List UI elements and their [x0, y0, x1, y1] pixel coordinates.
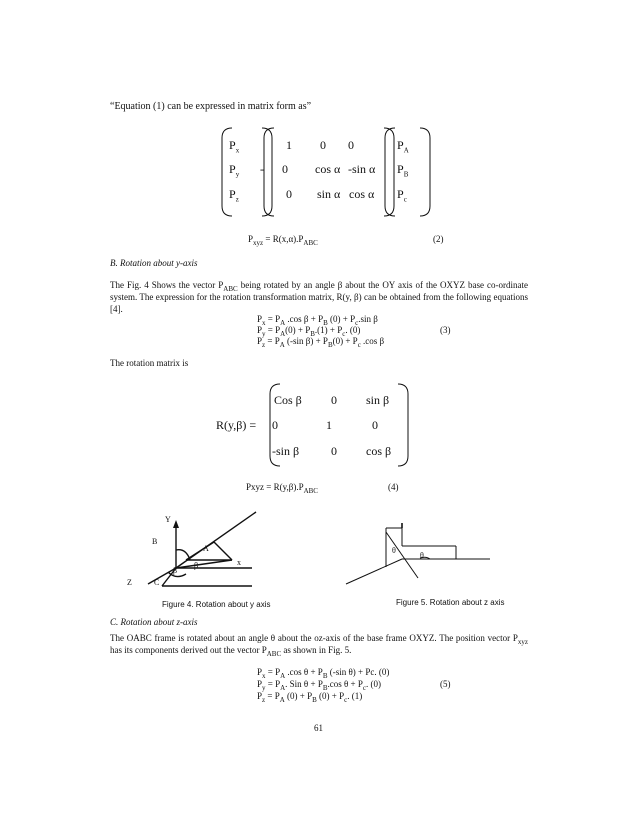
matrix1-cell: 0 — [282, 162, 288, 176]
figure4-label-a: A — [203, 544, 209, 553]
figure4-label-z: Z — [127, 578, 132, 587]
equation2-label: $P_{xyz} = R(x,\alpha).P_{ABC}$ — [248, 234, 318, 247]
page-number: 61 — [314, 723, 323, 733]
matrix2-cell: 0 — [272, 418, 278, 432]
matrix1-cell: 1 — [286, 138, 292, 152]
matrix2-cell: cos β — [366, 444, 392, 458]
matrix1-cell: 0 — [286, 187, 292, 201]
matrix1-left-px: $P_x$ — [229, 138, 240, 155]
matrix1-right-pb: $P_B$ — [397, 162, 409, 179]
matrix1-equals: = — [260, 166, 265, 175]
matrix2-cell: 0 — [372, 418, 378, 432]
matrix2-cell: sin β — [366, 393, 390, 407]
figure4-label-b: B — [152, 537, 158, 546]
equation3-line1: $P_x = P_A$ .cos $\beta + P_B$ $(0) + P_c.\sin$ β — [257, 314, 378, 327]
equation2-number: (2) — [433, 234, 444, 244]
matrix1-right-pa: $P_A$ — [397, 138, 409, 155]
figure4-label-c: C — [154, 578, 160, 587]
matrix1-cell: cos α — [315, 162, 341, 176]
matrix2-cell: 1 — [326, 418, 332, 432]
matrix1-right-pc: $P_c$ — [397, 187, 407, 204]
equation3-number: (3) — [440, 325, 451, 335]
matrix2-cell: -sin β — [272, 444, 300, 458]
equation4-number: (4) — [388, 482, 399, 492]
figure4-label-beta: β — [194, 561, 199, 570]
figure4-label-x: x — [237, 558, 241, 567]
section-c-paragraph: The OABC frame is rotated about an angle θ about the oz-axis of the base frame OXYZ. The position vector $P_{xyz}$ has its components derived out the vector $P_{ABC}$ as shown in Fig. 5. — [110, 633, 528, 658]
matrix2-cell: 0 — [331, 393, 337, 407]
figure5-label-theta1: θ — [392, 546, 396, 555]
figure4-label-y: Y — [165, 515, 171, 524]
matrix1-left-pz: $P_z$ — [229, 187, 239, 204]
matrix2-cell: 0 — [331, 444, 337, 458]
figure4-label-beta2: β — [173, 566, 178, 575]
intro-text: “Equation (1) can be expressed in matrix form as” — [110, 101, 312, 112]
equation3-line3: $P_z = P_A$ (-sin $\beta) + P_B(0) + P_c$ .cos β — [257, 336, 385, 349]
figure4-caption: Figure 4. Rotation about y axis — [162, 600, 271, 609]
equation5-line2: $P_y = P_A$. Sin $\theta + P_B.\cos$ $\theta + P_c$. (0) — [257, 679, 381, 692]
equation5-number: (5) — [440, 679, 451, 689]
figure5-caption: Figure 5. Rotation about z axis — [396, 598, 505, 607]
section-c-heading: C. Rotation about z-axis — [110, 617, 198, 627]
equation5-line1: $P_x = P_A$ .cos $\theta + P_B$ (-sin θ) + Pc. (0) — [257, 667, 390, 680]
equation3-line2: $P_y = P_A(0) + P_B.(1) + P_c$. (0) — [257, 325, 361, 338]
matrix1-cell: 0 — [320, 138, 326, 152]
matrix1-cell: cos α — [349, 187, 375, 201]
matrix1-cell: -sin α — [348, 162, 376, 176]
equation4-label: Pxyz = $R(y,\beta).P_{ABC}$ — [246, 482, 318, 495]
matrix2-cell: Cos β — [274, 393, 302, 407]
section-b-paragraph: The Fig. 4 Shows the vector $P_{ABC}$ being rotated by an angle β about the OY axis of the OXYZ base co-ordinate system. The expression for the rotation transformation matrix, R(y, β) can be obtained from the following equations [4]. — [110, 280, 528, 314]
matrix1-cell: sin α — [317, 187, 341, 201]
matrix1-left-py: $P_y$ — [229, 162, 240, 179]
matrix-intro: The rotation matrix is — [110, 358, 189, 368]
matrix2-lhs: R(y,β) = — [216, 418, 257, 432]
equation5-line3: $P_z = P_A$ $(0) + P_B$ $(0) + P_c$. (1) — [257, 691, 363, 704]
figure5-label-theta2: θ — [420, 551, 424, 560]
matrix1-cell: 0 — [348, 138, 354, 152]
section-b-heading: B. Rotation about y-axis — [110, 258, 198, 268]
